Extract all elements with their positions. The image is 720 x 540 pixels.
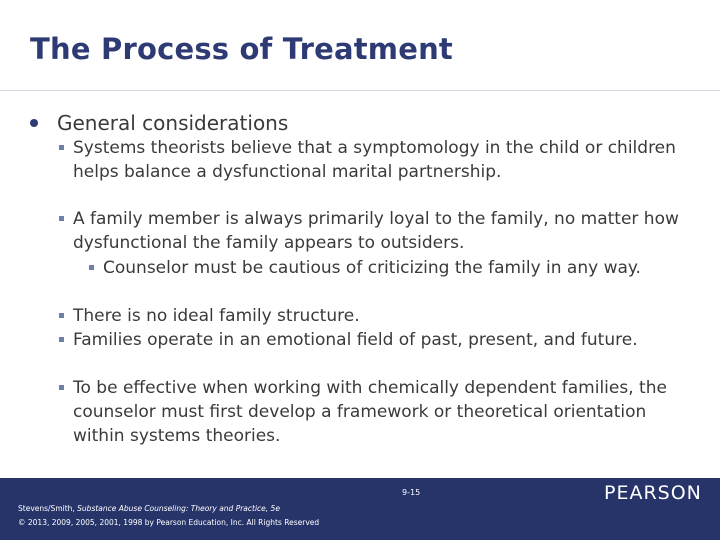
bullet-item: Systems theorists believe that a symptomology in the child or children helps balance a dysfunctional marital partnership. xyxy=(73,138,676,182)
pearson-logo: PEARSON xyxy=(604,482,702,504)
page-number: 9-15 xyxy=(402,488,421,497)
footer-authors: Stevens/Smith, xyxy=(18,504,78,513)
circle-bullet-icon xyxy=(30,119,38,127)
sub-bullet-item: Counselor must be cautious of criticizing the family in any way. xyxy=(103,258,641,278)
square-bullet-icon xyxy=(59,385,64,390)
bullet-item: Families operate in an emotional field of past, present, and future. xyxy=(73,330,638,350)
bullet-item: A family member is always primarily loyal to the family, no matter how dysfunctional the family appears to outsiders. xyxy=(73,209,679,253)
square-bullet-icon xyxy=(59,337,64,342)
bullet-item: To be effective when working with chemically dependent families, the counselor must first develop a framework or theoretical orientation within systems theories. xyxy=(73,378,667,446)
footer-citation xyxy=(18,504,280,513)
slide-title: The Process of Treatment xyxy=(30,32,453,66)
bullet-item: There is no ideal family structure. xyxy=(73,306,360,326)
square-bullet-icon xyxy=(59,145,64,150)
square-bullet-icon xyxy=(89,265,94,270)
square-bullet-icon xyxy=(59,313,64,318)
level1-heading: General considerations xyxy=(57,111,289,135)
footer-bar xyxy=(0,478,720,540)
square-bullet-icon xyxy=(59,216,64,221)
title-divider xyxy=(0,90,720,91)
footer-copyright: © 2013, 2009, 2005, 2001, 1998 by Pearson Education, Inc. All Rights Reserved xyxy=(18,518,320,527)
footer-book-title: Substance Abuse Counseling: Theory and Practice, 5e xyxy=(77,504,280,513)
